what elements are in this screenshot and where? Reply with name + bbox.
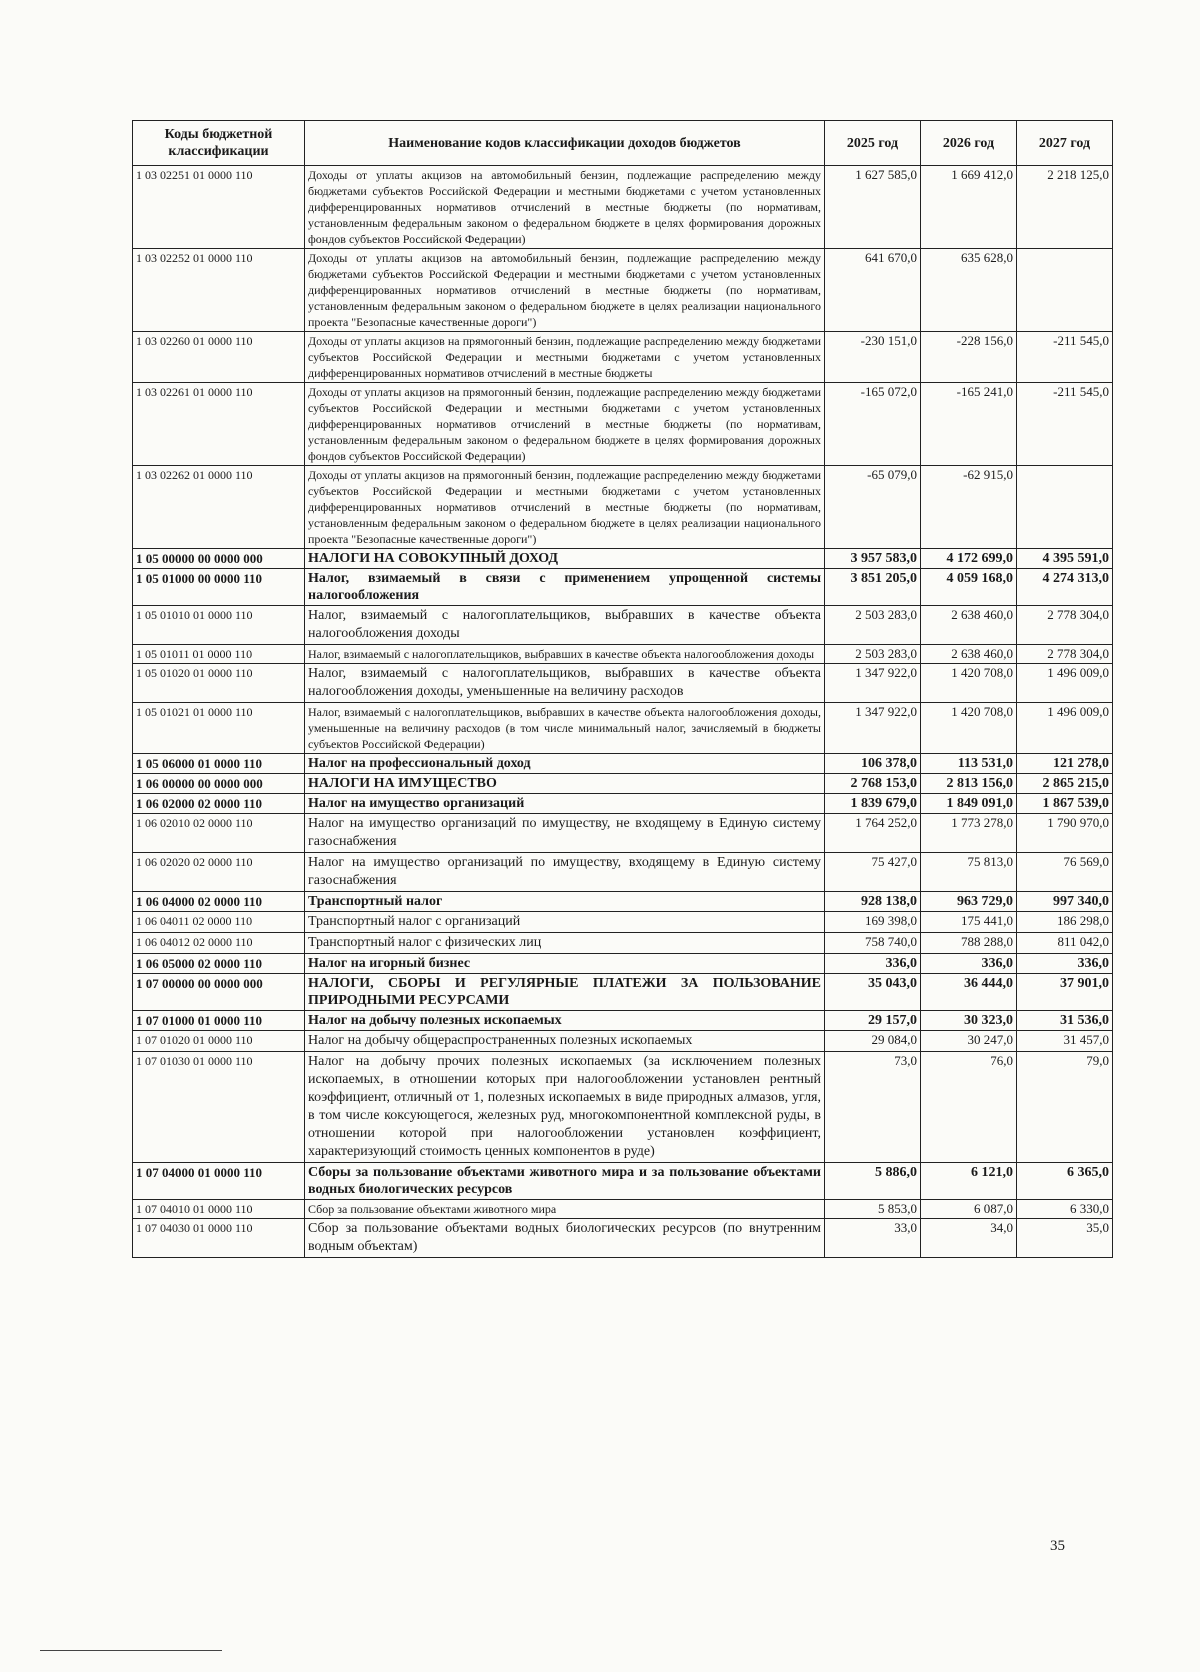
revenue-name-cell: Налог на имущество организаций по имуществу, не входящему в Единую систему газоснабжения (305, 814, 825, 853)
value-2027-cell: 4 395 591,0 (1017, 549, 1113, 569)
revenue-name-cell: Налог, взимаемый с налогоплательщиков, выбравших в качестве объекта налогообложения доходы (305, 606, 825, 645)
value-2026-cell: 2 813 156,0 (921, 774, 1017, 794)
value-2025-cell: 35 043,0 (825, 974, 921, 1011)
value-2026-cell: 4 059 168,0 (921, 569, 1017, 606)
value-2025-cell: 3 957 583,0 (825, 549, 921, 569)
value-2027-cell: 37 901,0 (1017, 974, 1113, 1011)
revenue-name-cell: Налог, взимаемый в связи с применением упрощенной системы налогообложения (305, 569, 825, 606)
budget-code-cell: 1 03 02251 01 0000 110 (133, 166, 305, 249)
value-2027-cell: 6 330,0 (1017, 1200, 1113, 1219)
revenue-name-cell: Налог на добычу полезных ископаемых (305, 1011, 825, 1031)
value-2027-cell: 1 867 539,0 (1017, 794, 1113, 814)
table-row (133, 794, 1113, 814)
value-2025-cell: 1 347 922,0 (825, 703, 921, 754)
value-2026-cell: 1 849 091,0 (921, 794, 1017, 814)
budget-table (132, 120, 1113, 1258)
table-row (133, 892, 1113, 912)
table-row (133, 774, 1113, 794)
value-2026-cell: 1 669 412,0 (921, 166, 1017, 249)
value-2025-cell: 2 503 283,0 (825, 606, 921, 645)
value-2025-cell: 1 764 252,0 (825, 814, 921, 853)
budget-code-cell: 1 07 01000 01 0000 110 (133, 1011, 305, 1031)
revenue-name-cell: Сборы за пользование объектами животного мира и за пользование объектами водных биологических ресурсов (305, 1163, 825, 1200)
value-2026-cell: 1 420 708,0 (921, 703, 1017, 754)
revenue-name-cell: Транспортный налог с организаций (305, 912, 825, 933)
table-header-row (133, 121, 1113, 166)
value-2026-cell: 4 172 699,0 (921, 549, 1017, 569)
value-2025-cell: 33,0 (825, 1219, 921, 1258)
table-row (133, 645, 1113, 664)
revenue-name-cell: Налог на добычу прочих полезных ископаемых (за исключением полезных ископаемых, в отношении которых при налогообложении установлен рентный коэффициент, отличный от 1, полезных ископаемых в виде природных алмазов, угля, в том числе коксующегося, железных руд, многокомпонентной комплексной руды, в отношении которой при налогообложении установлен коэффициент, характеризующий стоимость ценных компонентов в руде) (305, 1052, 825, 1163)
revenue-name-cell: Транспортный налог (305, 892, 825, 912)
value-2027-cell: 2 865 215,0 (1017, 774, 1113, 794)
value-2026-cell: 1 773 278,0 (921, 814, 1017, 853)
value-2027-cell: 76 569,0 (1017, 853, 1113, 892)
budget-code-cell: 1 06 02020 02 0000 110 (133, 853, 305, 892)
value-2025-cell: 5 886,0 (825, 1163, 921, 1200)
budget-code-cell: 1 03 02252 01 0000 110 (133, 249, 305, 332)
value-2027-cell: 1 496 009,0 (1017, 703, 1113, 754)
value-2025-cell: 29 157,0 (825, 1011, 921, 1031)
value-2027-cell: -211 545,0 (1017, 383, 1113, 466)
table-row (133, 569, 1113, 606)
revenue-name-cell: Сбор за пользование объектами животного мира (305, 1200, 825, 1219)
value-2027-cell: 997 340,0 (1017, 892, 1113, 912)
value-2026-cell: 635 628,0 (921, 249, 1017, 332)
budget-code-cell: 1 06 02000 02 0000 110 (133, 794, 305, 814)
budget-code-cell: 1 05 01011 01 0000 110 (133, 645, 305, 664)
value-2027-cell: 31 457,0 (1017, 1031, 1113, 1052)
revenue-name-cell: Налог, взимаемый с налогоплательщиков, выбравших в качестве объекта налогообложения доходы, уменьшенные на величину расходов (305, 664, 825, 703)
value-2027-cell (1017, 249, 1113, 332)
revenue-name-cell: Доходы от уплаты акцизов на автомобильный бензин, подлежащие распределению между бюджетами субъектов Российской Федерации и местными бюджетами с учетом установленных дифференцированных нормативов отчислений в местные бюджеты (по нормативам, установленным федеральным законом о федеральном бюджете в целях формирования дорожных фондов субъектов Российской Федерации) (305, 166, 825, 249)
value-2027-cell: 79,0 (1017, 1052, 1113, 1163)
revenue-name-cell: Налог, взимаемый с налогоплательщиков, выбравших в качестве объекта налогообложения доходы, уменьшенные на величину расходов (в том числе минимальный налог, зачисляемый в бюджеты субъектов Российской Федерации) (305, 703, 825, 754)
table-row (133, 664, 1113, 703)
value-2026-cell: 1 420 708,0 (921, 664, 1017, 703)
value-2025-cell: 2 768 153,0 (825, 774, 921, 794)
table-row (133, 1163, 1113, 1200)
table-row (133, 703, 1113, 754)
value-2027-cell: -211 545,0 (1017, 332, 1113, 383)
budget-revenue-sheet (132, 120, 1112, 1258)
value-2027-cell: 35,0 (1017, 1219, 1113, 1258)
table-row (133, 466, 1113, 549)
value-2025-cell: 758 740,0 (825, 933, 921, 954)
value-2027-cell: 1 790 970,0 (1017, 814, 1113, 853)
value-2026-cell: -165 241,0 (921, 383, 1017, 466)
table-row (133, 954, 1113, 974)
table-row (133, 1031, 1113, 1052)
revenue-name-cell: Налог на добычу общераспространенных полезных ископаемых (305, 1031, 825, 1052)
budget-code-cell: 1 07 04030 01 0000 110 (133, 1219, 305, 1258)
value-2025-cell: 3 851 205,0 (825, 569, 921, 606)
value-2026-cell: 30 323,0 (921, 1011, 1017, 1031)
budget-code-cell: 1 06 04000 02 0000 110 (133, 892, 305, 912)
table-row (133, 814, 1113, 853)
revenue-name-cell: Доходы от уплаты акцизов на прямогонный бензин, подлежащие распределению между бюджетами субъектов Российской Федерации и местными бюджетами с учетом установленных дифференцированных нормативов отчислений в местные бюджеты (по нормативам, установленным федеральным законом о федеральном бюджете в целях реализации национального проекта "Безопасные качественные дороги") (305, 466, 825, 549)
value-2026-cell: 175 441,0 (921, 912, 1017, 933)
revenue-name-cell: Налог на профессиональный доход (305, 754, 825, 774)
revenue-name-cell: Транспортный налог с физических лиц (305, 933, 825, 954)
value-2026-cell: 788 288,0 (921, 933, 1017, 954)
table-row (133, 933, 1113, 954)
revenue-name-cell: Сбор за пользование объектами водных биологических ресурсов (по внутренним водным объектам) (305, 1219, 825, 1258)
budget-code-cell: 1 03 02261 01 0000 110 (133, 383, 305, 466)
revenue-name-cell: Налог на имущество организаций по имуществу, входящему в Единую систему газоснабжения (305, 853, 825, 892)
budget-code-cell: 1 05 06000 01 0000 110 (133, 754, 305, 774)
value-2027-cell: 2 778 304,0 (1017, 645, 1113, 664)
value-2025-cell: -65 079,0 (825, 466, 921, 549)
value-2026-cell: 113 531,0 (921, 754, 1017, 774)
value-2027-cell: 1 496 009,0 (1017, 664, 1113, 703)
header-2025: 2025 год (825, 121, 921, 166)
budget-code-cell: 1 05 01010 01 0000 110 (133, 606, 305, 645)
value-2027-cell: 121 278,0 (1017, 754, 1113, 774)
header-code: Коды бюджетной классификации (133, 121, 305, 166)
value-2026-cell: 2 638 460,0 (921, 606, 1017, 645)
budget-code-cell: 1 05 01000 00 0000 110 (133, 569, 305, 606)
value-2026-cell: -62 915,0 (921, 466, 1017, 549)
value-2026-cell: 34,0 (921, 1219, 1017, 1258)
budget-code-cell: 1 06 05000 02 0000 110 (133, 954, 305, 974)
header-name: Наименование кодов классификации доходов бюджетов (305, 121, 825, 166)
budget-code-cell: 1 05 01020 01 0000 110 (133, 664, 305, 703)
value-2025-cell: 2 503 283,0 (825, 645, 921, 664)
table-body (133, 166, 1113, 1258)
table-row (133, 1011, 1113, 1031)
budget-code-cell: 1 06 04011 02 0000 110 (133, 912, 305, 933)
value-2027-cell: 2 778 304,0 (1017, 606, 1113, 645)
revenue-name-cell: Доходы от уплаты акцизов на прямогонный бензин, подлежащие распределению между бюджетами субъектов Российской Федерации и местными бюджетами с учетом установленных дифференцированных нормативов отчислений в местные бюджеты (305, 332, 825, 383)
header-2027: 2027 год (1017, 121, 1113, 166)
value-2027-cell: 336,0 (1017, 954, 1113, 974)
footer-divider (40, 1650, 222, 1651)
revenue-name-cell: Налог на игорный бизнес (305, 954, 825, 974)
revenue-name-cell: Налог, взимаемый с налогоплательщиков, выбравших в качестве объекта налогообложения доходы (305, 645, 825, 664)
value-2027-cell: 2 218 125,0 (1017, 166, 1113, 249)
value-2026-cell: 75 813,0 (921, 853, 1017, 892)
table-row (133, 549, 1113, 569)
table-row (133, 912, 1113, 933)
table-row (133, 974, 1113, 1011)
budget-code-cell: 1 07 01020 01 0000 110 (133, 1031, 305, 1052)
value-2026-cell: -228 156,0 (921, 332, 1017, 383)
value-2025-cell: 1 627 585,0 (825, 166, 921, 249)
revenue-name-cell: НАЛОГИ, СБОРЫ И РЕГУЛЯРНЫЕ ПЛАТЕЖИ ЗА ПОЛЬЗОВАНИЕ ПРИРОДНЫМИ РЕСУРСАМИ (305, 974, 825, 1011)
value-2026-cell: 963 729,0 (921, 892, 1017, 912)
budget-code-cell: 1 06 02010 02 0000 110 (133, 814, 305, 853)
budget-code-cell: 1 07 04000 01 0000 110 (133, 1163, 305, 1200)
value-2025-cell: 928 138,0 (825, 892, 921, 912)
value-2025-cell: -165 072,0 (825, 383, 921, 466)
header-2026: 2026 год (921, 121, 1017, 166)
revenue-name-cell: Доходы от уплаты акцизов на автомобильный бензин, подлежащие распределению между бюджетами субъектов Российской Федерации и местными бюджетами с учетом установленных дифференцированных нормативов отчислений в местные бюджеты (по нормативам, установленным федеральным законом о федеральном бюджете в целях реализации национального проекта "Безопасные качественные дороги") (305, 249, 825, 332)
value-2025-cell: 5 853,0 (825, 1200, 921, 1219)
table-row (133, 249, 1113, 332)
table-row (133, 166, 1113, 249)
budget-code-cell: 1 07 04010 01 0000 110 (133, 1200, 305, 1219)
budget-code-cell: 1 05 01021 01 0000 110 (133, 703, 305, 754)
value-2026-cell: 6 087,0 (921, 1200, 1017, 1219)
revenue-name-cell: Доходы от уплаты акцизов на прямогонный бензин, подлежащие распределению между бюджетами субъектов Российской Федерации и местными бюджетами с учетом установленных дифференцированных нормативов отчислений в местные бюджеты (по нормативам, установленным федеральным законом о федеральном бюджете в целях формирования дорожных фондов субъектов Российской Федерации) (305, 383, 825, 466)
value-2025-cell: 75 427,0 (825, 853, 921, 892)
budget-code-cell: 1 05 00000 00 0000 000 (133, 549, 305, 569)
table-row (133, 606, 1113, 645)
budget-code-cell: 1 06 04012 02 0000 110 (133, 933, 305, 954)
value-2027-cell: 811 042,0 (1017, 933, 1113, 954)
page-number: 35 (1050, 1538, 1065, 1554)
table-row (133, 1200, 1113, 1219)
value-2025-cell: 29 084,0 (825, 1031, 921, 1052)
budget-code-cell: 1 07 01030 01 0000 110 (133, 1052, 305, 1163)
value-2027-cell: 31 536,0 (1017, 1011, 1113, 1031)
value-2027-cell: 186 298,0 (1017, 912, 1113, 933)
value-2026-cell: 30 247,0 (921, 1031, 1017, 1052)
value-2027-cell: 6 365,0 (1017, 1163, 1113, 1200)
value-2026-cell: 6 121,0 (921, 1163, 1017, 1200)
value-2025-cell: 73,0 (825, 1052, 921, 1163)
budget-code-cell: 1 03 02260 01 0000 110 (133, 332, 305, 383)
table-row (133, 383, 1113, 466)
budget-code-cell: 1 07 00000 00 0000 000 (133, 974, 305, 1011)
value-2025-cell: 106 378,0 (825, 754, 921, 774)
value-2025-cell: -230 151,0 (825, 332, 921, 383)
table-row (133, 754, 1113, 774)
value-2025-cell: 641 670,0 (825, 249, 921, 332)
value-2027-cell: 4 274 313,0 (1017, 569, 1113, 606)
value-2026-cell: 36 444,0 (921, 974, 1017, 1011)
value-2025-cell: 1 839 679,0 (825, 794, 921, 814)
value-2025-cell: 336,0 (825, 954, 921, 974)
value-2025-cell: 1 347 922,0 (825, 664, 921, 703)
table-row (133, 1052, 1113, 1163)
table-row (133, 1219, 1113, 1258)
table-row (133, 853, 1113, 892)
revenue-name-cell: НАЛОГИ НА ИМУЩЕСТВО (305, 774, 825, 794)
table-row (133, 332, 1113, 383)
revenue-name-cell: Налог на имущество организаций (305, 794, 825, 814)
value-2025-cell: 169 398,0 (825, 912, 921, 933)
budget-code-cell: 1 03 02262 01 0000 110 (133, 466, 305, 549)
value-2027-cell (1017, 466, 1113, 549)
value-2026-cell: 336,0 (921, 954, 1017, 974)
revenue-name-cell: НАЛОГИ НА СОВОКУПНЫЙ ДОХОД (305, 549, 825, 569)
value-2026-cell: 2 638 460,0 (921, 645, 1017, 664)
value-2026-cell: 76,0 (921, 1052, 1017, 1163)
budget-code-cell: 1 06 00000 00 0000 000 (133, 774, 305, 794)
